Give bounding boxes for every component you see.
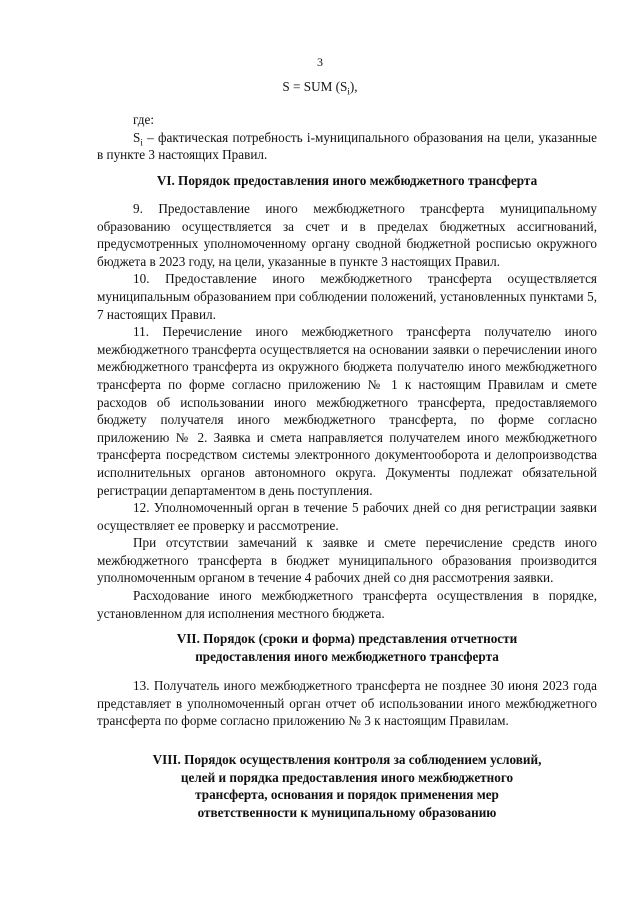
- formula-subscript: i: [347, 86, 350, 97]
- section-7-heading: [97, 630, 597, 665]
- formula-rhs: ),: [349, 79, 358, 94]
- section-7-body: [97, 677, 597, 730]
- section-7-heading-line-1: VII. Порядок (сроки и форма) представления отчетности: [176, 631, 518, 646]
- section-6-body: [97, 200, 597, 622]
- section-8-heading-line-1: VIII. Порядок осуществления контроля за соблюдением условий,: [152, 752, 542, 767]
- paragraph-12-transfer: При отсутствии замечаний к заявке и смете перечисление средств иного межбюджетного трансферта в бюджет муниципального образования производится уполномоченным органом в течение 4 рабочих дней со дня рассмотрения заявки.: [97, 535, 597, 586]
- si-text: – фактическая потребность i-муниципального образования на цели, указанные в пункте 3 настоящих Правил.: [97, 129, 597, 163]
- page-number: 3: [317, 55, 323, 69]
- paragraph-13: 13. Получатель иного межбюджетного трансферта не позднее 30 июня 2023 года представляет в уполномоченный орган отчет об использовании иного межбюджетного трансферта по форме согласно приложению № 3 к настоящим Правилам.: [97, 678, 597, 729]
- formula-lhs: S = SUM (S: [282, 79, 348, 94]
- paragraph-10: 10. Предоставление иного межбюджетного трансферта осуществляется муниципальным образованием при соблюдении положений, установленных пунктами 5, 7 настоящих Правил.: [97, 271, 597, 322]
- section-7-heading-line-2: предоставления иного межбюджетного трансферта: [195, 648, 499, 664]
- paragraph-9: 9. Предоставление иного межбюджетного трансферта муниципальному образованию осуществляется за счет и в пределах бюджетных ассигнований, предусмотренных уполномоченному органу сводной бюджетной росписью окружного бюджета в 2023 году, на цели, указанные в пункте 3 настоящих Правил.: [97, 201, 597, 269]
- section-8-heading-line-2: целей и порядка предоставления иного межбюджетного: [180, 769, 514, 785]
- section-8-heading-line-4: ответственности к муниципальному образованию: [197, 804, 497, 820]
- section-6-heading: VI. Порядок предоставления иного межбюджетного трансферта: [156, 173, 538, 188]
- where-label: где:: [133, 112, 154, 127]
- formula: [0, 78, 640, 96]
- paragraph-11: 11. Перечисление иного межбюджетного трансферта получателю иного межбюджетного трансферта осуществляется на основании заявки о перечислении иного межбюджетного трансферта из окружного бюджета получателю иного межбюджетного трансферта по форме согласно приложению № 1 к настоящим Правилам и смете расходов об использовании иного межбюджетного трансферта, предоставляемого бюджету получателя иного межбюджетного трансферта, по форме согласно приложению № 2. Заявка и смета направляется получателем иного межбюджетного трансферта посредством системы электронного документооборота и делопроизводства исполнительных органов автономного округа. Документы подлежат обязательной регистрации департаментом в день поступления.: [97, 324, 597, 498]
- si-definition: [97, 129, 597, 164]
- si-symbol: S: [133, 129, 141, 145]
- section-8-heading-line-3: трансферта, основания и порядок применения мер: [195, 787, 499, 803]
- where-block: [97, 111, 597, 164]
- section-8-heading: [97, 751, 597, 821]
- paragraph-12: 12. Уполномоченный орган в течение 5 рабочих дней со дня регистрации заявки осуществляет ее проверку и рассмотрение.: [97, 500, 597, 533]
- paragraph-12-spending: Расходование иного межбюджетного трансферта осуществления в порядке, установленном для исполнения местного бюджета.: [97, 588, 597, 621]
- si-subscript: i: [140, 137, 143, 148]
